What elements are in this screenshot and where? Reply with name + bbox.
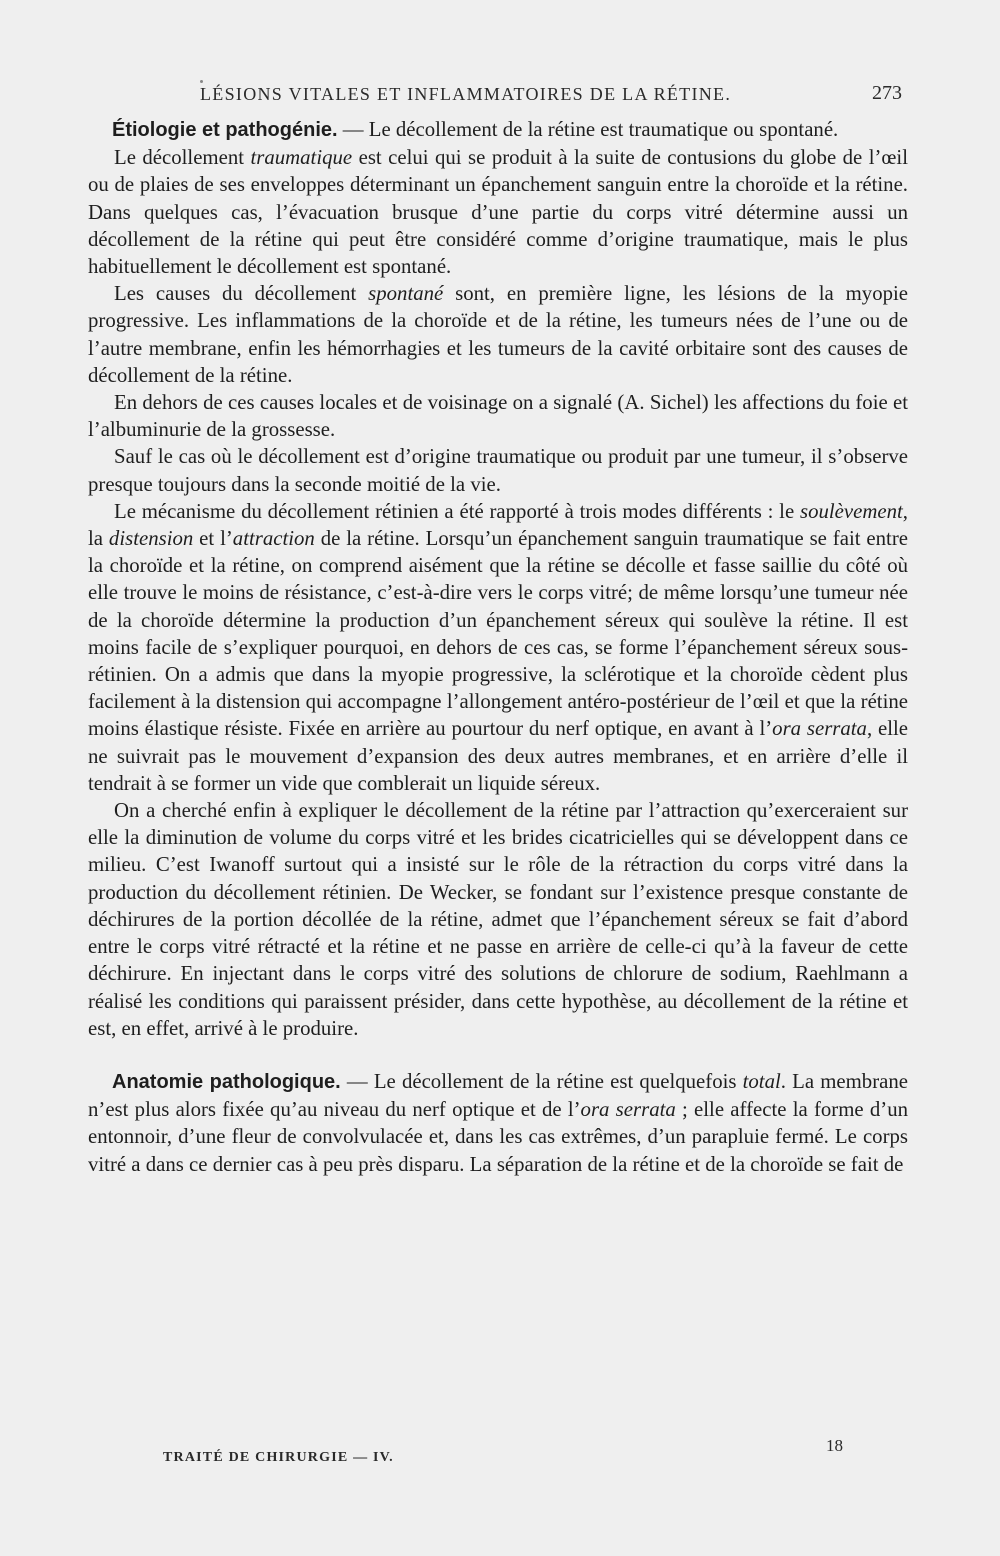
emphasis: ora serrata (772, 717, 867, 741)
emphasis: ora serrata (580, 1098, 676, 1122)
emphasis: attraction (232, 527, 315, 551)
paragraph: Sauf le cas où le décollement est d’origine traumatique ou produit par une tumeur, il s’observe presque toujours dans la seconde moitié de la vie. (88, 445, 908, 496)
paragraph: On a cherché enfin à expliquer le décollement de la rétine par l’attraction qu’exerceraient sur elle la diminution de volume du corps vitré et les brides cicatricielles qui se développent dans ce milieu. C’est Iwanoff surtout qui a insisté sur le rôle de la rétraction du corps vitré dans la production du décollement rétinien. De Wecker, se fondant sur l’existence presque constante de déchirures de la portion décollée de la rétine, admet que l’épanchement séreux se fait d’abord entre le corps vitré rétracté et la rétine et ne passe en arrière de celle-ci qu’à la faveur de cette déchirure. En injectant dans le corps vitré des solutions de chlorure de sodium, Raehlmann a réalisé les conditions qui paraissent présider, dans cette hypothèse, au décollement de la rétine et est, en effet, arrivé à le produire. (88, 799, 908, 1040)
emphasis: spontané (368, 282, 444, 306)
footer-book-title: TRAITÉ DE CHIRURGIE — IV. (163, 1450, 394, 1465)
emphasis: distension (108, 527, 194, 551)
paragraph: En dehors de ces causes locales et de voisinage on a signalé (A. Sichel) les affections du foie et l’albuminurie de la grossesse. (88, 391, 908, 442)
page-number: 273 (872, 82, 902, 104)
body-text (88, 116, 908, 1178)
emphasis: total (742, 1069, 781, 1093)
emphasis: soulèvement (800, 499, 903, 523)
paragraph: Anatomie pathologique. — Le décollement de la rétine est quelquefois total. La membrane n’est plus alors fixée qu’au niveau du nerf optique et de l’ora serrata ; elle affecte la forme d’un entonnoir, d’une fleur de convolvulacée et, dans les cas extrêmes, d’un parapluie fermé. Le corps vitré a dans ce dernier cas à peu près disparu. La séparation de la rétine et de la choroïde se fait de (88, 1069, 908, 1176)
section-heading-anatomie: Anatomie pathologique. (112, 1070, 341, 1093)
paragraph: Étiologie et pathogénie. — Le décollement de la rétine est traumatique ou spontané. (112, 118, 839, 141)
paragraph: Le mécanisme du décollement rétinien a été rapporté à trois modes différents : le soulèvement, la distension et l’attraction de la rétine. Lorsqu’un épanchement sanguin traumatique se fait entre la choroïde et la rétine, on comprend aisément que la rétine se décolle et fasse saillie du côté où elle trouve le moins de résistance, c’est-à-dire vers le corps vitré; de même lorsqu’une tumeur née de la choroïde détermine la production d’un épanchement séreux qui soulève la rétine. Il est moins facile de s’expliquer pourquoi, en dehors de ces cas, se forme l’épanchement séreux sous-rétinien. On a admis que dans la myopie progressive, la sclérotique et la choroïde cèdent plus facilement à la distension qui accompagne l’allongement antéro-postérieur de l’œil et que la rétine moins élastique résiste. Fixée en arrière au pourtour du nerf optique, en avant à l’ora serrata, elle ne suivrait pas le mouvement d’expansion des deux autres membranes, et en arrière d’elle il tendrait à se former un vide que comblerait un liquide séreux. (88, 499, 908, 795)
print-speck (200, 80, 203, 83)
section-heading-etiologie: Étiologie et pathogénie. (112, 119, 338, 141)
running-title: LÉSIONS VITALES ET INFLAMMATOIRES DE LA RÉTINE. (200, 84, 732, 104)
paragraph: Le décollement traumatique est celui qui se produit à la suite de contusions du globe de l’œil ou de plaies de ses enveloppes déterminant un épanchement sanguin entre la choroïde et la rétine. Dans quelques cas, l’évacuation brusque d’une partie du corps vitré détermine aussi un décollement de la rétine qui peut être considéré comme d’origine traumatique, mais le plus habituellement le décollement est spontané. (88, 146, 908, 279)
signature-mark: 18 (826, 1436, 843, 1455)
emphasis: traumatique (250, 146, 353, 170)
paragraph: Les causes du décollement spontané sont, en première ligne, les lésions de la myopie progressive. Les inflammations de la choroïde et de la rétine, les tumeurs nées de l’une ou de l’autre membrane, enfin les hémorrhagies et les tumeurs de la cavité orbitaire sont des causes de décollement de la rétine. (88, 282, 909, 387)
